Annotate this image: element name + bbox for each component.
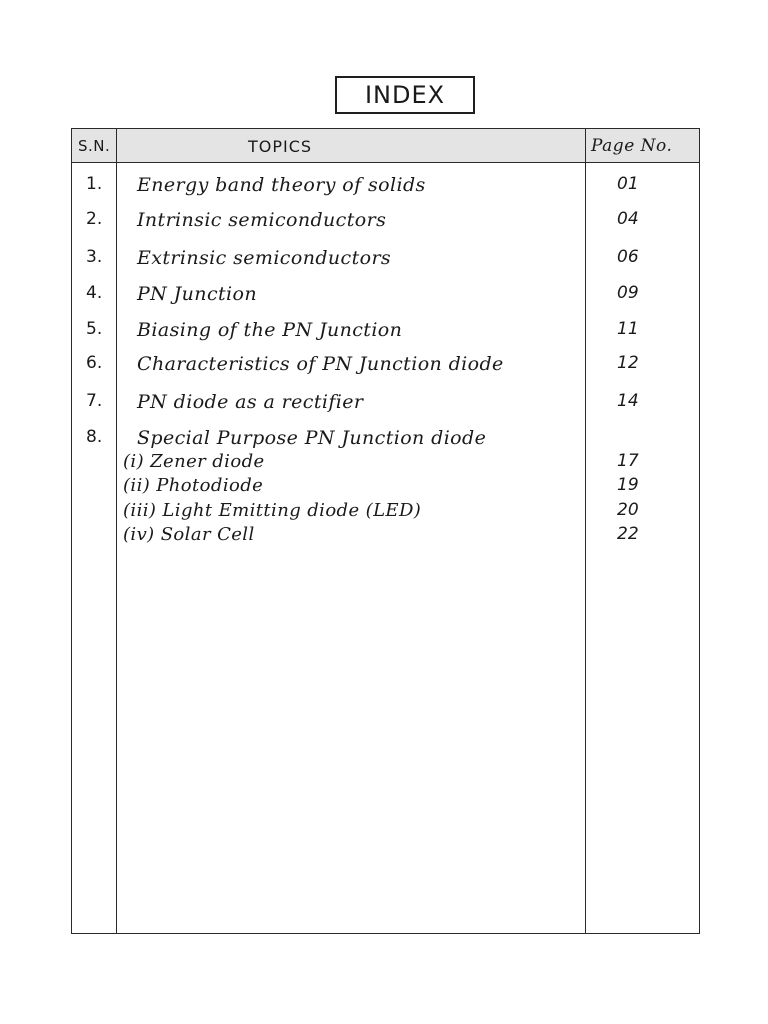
row-page: 11 — [617, 319, 639, 339]
row-page: 12 — [617, 353, 639, 373]
subrow-topic: (i) Zener diode — [123, 451, 265, 472]
row-topic: Energy band theory of solids — [137, 174, 426, 196]
table-row — [72, 353, 699, 383]
table-row — [72, 247, 699, 277]
row-sn: 4. — [86, 283, 103, 303]
row-page: 06 — [617, 247, 639, 267]
row-topic: Extrinsic semiconductors — [137, 247, 392, 269]
header-sn: S.N. — [78, 137, 111, 155]
subrow-page: 19 — [617, 475, 639, 495]
index-title: INDEX — [335, 76, 475, 114]
row-sn: 7. — [86, 391, 103, 411]
subrow-topic: (iv) Solar Cell — [123, 524, 255, 545]
row-topic: Special Purpose PN Junction diode — [137, 427, 487, 449]
row-page: 01 — [617, 174, 639, 194]
row-sn: 5. — [86, 319, 103, 339]
row-sn: 2. — [86, 209, 103, 229]
row-topic: PN diode as a rectifier — [137, 391, 364, 413]
row-page: 09 — [617, 283, 639, 303]
row-topic: PN Junction — [137, 283, 257, 305]
table-row — [72, 283, 699, 313]
header-page-no: Page No. — [591, 136, 673, 156]
header-topics: TOPICS — [248, 136, 313, 156]
row-topic: Biasing of the PN Junction — [137, 319, 403, 341]
index-table — [71, 128, 700, 934]
row-sn: 1. — [86, 174, 103, 194]
table-row — [72, 319, 699, 349]
row-topic: Characteristics of PN Junction diode — [137, 353, 504, 375]
row-sn: 8. — [86, 427, 103, 447]
subrow-page: 20 — [617, 500, 639, 520]
subrow-topic: (iii) Light Emitting diode (LED) — [123, 500, 422, 521]
subrow-topic: (ii) Photodiode — [123, 475, 264, 496]
table-subrow — [72, 524, 699, 554]
subrow-page: 22 — [617, 524, 639, 544]
row-topic: Intrinsic semiconductors — [137, 209, 387, 231]
row-page: 14 — [617, 391, 639, 411]
table-row — [72, 391, 699, 421]
table-header — [72, 129, 699, 163]
table-row — [72, 174, 699, 204]
table-row — [72, 209, 699, 239]
row-page: 04 — [617, 209, 639, 229]
row-sn: 3. — [86, 247, 103, 267]
row-sn: 6. — [86, 353, 103, 373]
subrow-page: 17 — [617, 451, 639, 471]
